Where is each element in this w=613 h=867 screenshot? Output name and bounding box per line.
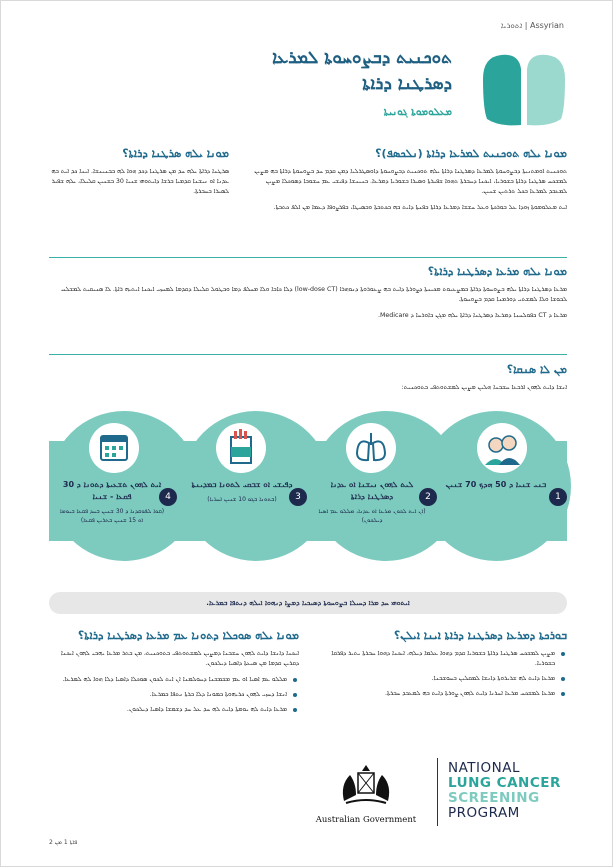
section-eligibility — [49, 363, 567, 399]
logo-line-lung-cancer: LUNG CANCER — [448, 775, 561, 791]
list-item: ܐܢܫܐ ܕܚܙܝ ܠܗܘܢ ܟܪܝܗܘܬܐ ܒܡܘܢܐ ܕܠܐ ܒܪܬܐ ܢܬܦܐ ܒܡܪܥܐ. — [49, 690, 287, 700]
footer-divider — [437, 758, 438, 826]
criteria-item — [317, 479, 427, 525]
lungs-icon — [479, 49, 569, 129]
list-item: ܡܠܠܘ ܥܡ ܐܣܝܐ ܐܘ ܥܡ ܡܫܡܫܢܐ ܕܚܘܠܡܢܐ ܐܢ ܐܝܬ ܠܟܘܢ ܣܘܟܠܐ ܕܐܣܝܐ ܕܠܐ ܗܘܐ ܠܗ ܠܡܪܥܐ. — [49, 675, 287, 685]
divider — [49, 257, 567, 258]
title-line-1: ܬܘܟܢܝܬ ܕܒܨܘܚܘܬܐ ܠܡܪܥܐ — [272, 48, 452, 68]
page-title — [112, 45, 452, 97]
criteria-main: ܒܢܝ ܫܢܝܐ ܕ 50 ܗܕܟ 70 ܫܢܝܢ — [445, 480, 547, 489]
section-heading: ܒܘܪܟܬܐ ܕܡܪܥܐ ܕܣܪܛܢܐ ܕܪܐܬܐ ܐܝܢܐ ܐܝܠܢ؟ — [393, 629, 567, 642]
criteria-number: 4 — [159, 488, 177, 506]
criteria-main: ܕܦܝܫܝ ܐܘ ܫܒܩܝ ܠܬܘܢܐ ܒܡܕܝܢܬܐ — [191, 480, 293, 489]
list-item: ܡܪܥܐ ܠܡܫܟܚ ܡܪܥܐ ܐܚܪܢܐ ܕܐܝܬ ܠܗܘܢ ܨܘܪܬܐ ܕܐܝܬ ܒܗ ܠܡܥܒܕ ܚܒܪܬܐ. — [317, 689, 555, 699]
section-body: ܐܝܬ ܡܥܠܘܡܘܬܐ ܙܘܕܐ ܥܠ ܒܘܪܟܬܐ ܘܥܠ ܚܫܫܐ ܕܡܪܥܐ ܕܪܐܬܐ ܒܦܢܬܐ ܕܐܝܬ ܒܗ ܒܟܬܒܬܐ ܘܒܣܝܛܐ، ܒܦܪܨܘܦܐ ܕܥܡܐ ܡܢ ܐܠܦ ܟܬܒܬܐ. — [273, 204, 567, 211]
section-intro: ܐܢܫܐ ܕܐܝܬ ܠܗܘܢ ܐܪܒܥܐ ܚܫܒܢܐ ܗܠܝܢ ܡܨܝܢ ܠܡܫܬܘܬܦܝ ܒܬܘܟܢܝܬ: — [401, 384, 567, 391]
section-what-is-screening — [49, 265, 567, 327]
divider — [49, 354, 567, 355]
people-icon — [477, 423, 527, 473]
cigarette-pack-icon — [216, 423, 266, 473]
criteria-number: 2 — [419, 488, 437, 506]
criteria-note: (ܩܘܐ ܠܦܘܩܕܢܐ ܕ 30 ܫܢܝܢ ܒܚܕ ܦܩܥܐ ܒܝܘܡܐ ܐܘ 15 ܫܢܝܢ ܒܬܪܝܢ ܦܩܥܐ) — [59, 508, 165, 524]
page-number: ܦܐܬܐ 1 ܡܢ 2 — [49, 839, 78, 846]
section-heading: ܡܘܢܐ ܝܠܗ ܣܪܛܢܐ ܕܪܐܬܐ؟ — [122, 147, 229, 160]
criteria-item — [57, 479, 167, 525]
title-line-2: ܕܣܪܛܢܐ ܕܪܐܬܐ — [362, 74, 452, 94]
criteria-number: 1 — [549, 488, 567, 506]
section-body: ܣܪܛܢܐ ܕܪܐܬܐ ܝܠܗ ܚܕ ܡܢ ܣܪܛܢܐ ܕܟܕ ܗܘܐ ܠܗ ܒܒܢܝܢܫܐ. ܐܝܢܐ ܟܕ ܐܝܬ ܒܗ ܥܕܢܐ ܐܘ ܢܝܫܢܐ ܩܕܡܝܐ ܒܪܫܐ ܕܐܝܬܘܗܝ ܫܢܝܐ 30 ܒܫܢܝܢ ܩܠܝܠܐ، ܝܠܗ ܫܦܝܪ ܠܣܝܪܐ ܒܚܒܪܬܐ. — [51, 168, 229, 195]
section-body: ܬܘܟܢܝܬ ܐܘܡܬܢܝܬܐ ܕܒܨܘܚܘܬܐ ܠܡܪܥܐ ܕܣܪܛܢܐ ܕܪܐܬܐ ܝܠܗ ܬܘܟܢܝܬ ܕܒܨܘܚܘܬܐ ܕܐܘܣܛܪܠܝܐ ܕܡܢ ܩܕܡ ܚܕ ܒܨܘܚܘܬܐ ܕܪܐܬܐ ܒܗ ܡܨܝܢ ܠܡܫܟܚ ܣܪܛܢܐ ܕܪܐܬܐ ܒܫܘܪܝܐ، ܐܝܟܢܐ ܕܚܒܪܬܐ ܬܗܘܐ ܫܦܝܪܬܐ ܘܣܝܪܐ ܒܫܘܪܝܐ ܕܡܪܥܐ. ܒܢܝܢܫܐ ܕܦܝܫܝ ܥܡ ܚܫܘܒܐ ܕܣܘܟܠܐ ܡܨܝܢ ܠܡܥܒܕ ܠܡܪܥܐ ܒܟܠ ܬܪܬܝܢ ܫܢܝܢ. — [254, 168, 567, 195]
coat-of-arms-icon — [336, 761, 396, 807]
section-program — [247, 147, 567, 219]
list-item: ܡܪܥܐ ܕܐܝܬ ܠܗ ܝܘܡܬܐ ܕܐܝܬ ܠܗ ܚܕ ܥܠ ܚܕ ܕܫܡܫܐ ܕܐܣܝܐ ܕܝܠܟܘܢ. — [49, 705, 287, 715]
page-subtitle: ܡܥܠܘܡܘܬܐ ܓܘܢܝܬܐ — [383, 107, 452, 118]
government-name: Australian Government — [315, 815, 417, 825]
section-heading: ܡܘܢܐ ܝܠܗ ܣܘܟܠܐ ܕܬܘܢܐ ܥܡ ܡܪܥܐ ܕܣܪܛܢܐ ܕܪܐܬܐ؟ — [77, 629, 299, 642]
criteria-item — [441, 479, 551, 491]
criteria-number: 3 — [289, 488, 307, 506]
nlcsp-logo — [448, 761, 561, 821]
criteria-note: (ܒܬܘܢܐ ܒܓܘ 10 ܫܢܝܢ ܐܚܪܝܐ) — [207, 496, 277, 503]
logo-line-national: NATIONAL — [448, 760, 520, 776]
logo-line-screening: SCREENING — [448, 790, 540, 806]
language-label: Assyrian | ܐܬܘܪܝܐ — [500, 21, 564, 30]
section-what-is — [49, 147, 229, 203]
lungs-icon — [346, 423, 396, 473]
list-item: ܡܪܥܐ ܕܐܝܬ ܠܗ ܫܪܝܪܘܬܐ ܕܐܢܫܐ ܠܡܩܠܝܢ ܒܚܘܫܒܢܐ. — [317, 674, 555, 684]
calendar-icon — [89, 423, 139, 473]
section-benefits — [317, 629, 567, 704]
criteria-main: ܠܝܬ ܠܗܘܢ ܢܝܫܢܐ ܐܘ ܥܕܢܐ ܕܣܪܛܢܐ ܕܪܐܬܐ — [330, 480, 414, 501]
bullet-list — [317, 649, 567, 699]
australian-government-logo — [311, 761, 421, 825]
logo-line-program: PROGRAM — [448, 805, 520, 821]
section-body: ܡܪܥܐ ܕܣܪܛܢܐ ܕܪܐܬܐ ܝܠܗ ܒܨܘܚܘܬܐ ܕܪܐܬܐ ܒܡܨܥܝܘܬ ܡܟܝܢܬܐ ܕܨܘܪܬܐ ܕܐܝܬ ܒܗ ܨܥܘܪܘܬܐ ܕܢܘܗܪܐ (low-dose CT) ܕܠܐ ܟܐܒܐ ܘܠܐ ܡܚܠܦ ܕܡܐ ܘܒܛܘܠ ܩܠܝܠܐ ܕܩܕܡܐ ܠܡܚܙܝ ܐܝܟܢܐ ܐܝܬܝܗ ܪܐܬܐ. ܠܐ ܣܢܝܩܝܬ ܠܡܫܠܚ ܠܒܘܫܐ ܘܠܐ ܠܡܫܬܝ ܕܘܪܡܢܐ ܩܕܡ ܒܨܘܚܘܬܐ. — [60, 286, 567, 303]
section-heading: ܡܘܢܐ ܝܠܗ ܬܘܟܢܝܬ ܠܡܪܥܐ ܕܪܐܬܐ (ܢܠܟܣܦ)؟ — [375, 147, 567, 160]
bullet-list — [49, 675, 299, 715]
criteria-main: ܐܝܬ ܠܗܘܢ ܬܫܥܝܬܐ ܕܬܘܢܐ ܕ 30 ܦܩܥܐ - ܫܢܝܐ — [62, 480, 162, 501]
eligibility-note-band: ܐܝܬܘܗܝ ܚܕ ܡܪܐ ܕܚܝܠܐ ܒܨܘܚܘܬܐ ܕܣܝܟܝܐ ܕܡܨܐ ܕܢܗܘܐ ܐܝܠܗ ܕܢܬܦܐ ܒܡܪܥܐ. — [49, 592, 567, 614]
criteria-note: (ܐܢ ܐܝܬ ܠܟܘܢ ܡܪܥܐ ܐܘ ܥܕܢܐ، ܡܠܠܘ ܥܡ ܐܣܝܐ ܕܝܠܟܘܢ) — [318, 508, 426, 524]
section-body: ܐܝܟܢܐ ܕܐܢܫܐ ܕܐܝܬ ܠܗܘܢ ܚܫܒܢܐ ܕܡܨܝܢ ܠܡܫܬܘܬܦܝ ܒܬܘܟܢܝܬ، ܡܢ ܒܬܪ ܡܪܥܐ ܝܗܒܝ ܠܗܘܢ ܐܝܟܢܐ ܕܩܪܝܢ ܩܕܡܐ ܡܢ ܣܝܥܬܐ ܕܐܣܝܐ ܕܝܠܟܘܢ. — [60, 650, 299, 667]
section-heading: ܡܘܢܐ ܝܠܗ ܡܪܥܐ ܕܣܪܛܢܐ ܕܪܐܬܐ؟ — [427, 265, 567, 278]
criteria-item — [187, 479, 297, 504]
list-item: ܡܨܝܢ ܠܡܫܟܚ ܣܪܛܢܐ ܕܪܐܬܐ ܒܫܘܪܝܐ ܩܕܡ ܕܗܘܐ ܥܠܡܐ ܕܝܠܗ، ܐܝܟܢܐ ܕܗܘܐ ܚܒܪܬܐ ܝܬܝܪ ܕܦܪܩܐ ܒܫܘܪܝܐ. — [317, 649, 555, 669]
section-body: ܡܪܥܐ ܕ CT ܒܦܘܠܚܢܐ ܕܡܪܥܐ ܕܣܪܛܢܐ ܕܪܐܬܐ ܝܠܗ ܡܓܢ ܒܐܘܪܚܐ ܕ Medicare. — [377, 312, 567, 319]
section-how-to-join — [49, 629, 299, 720]
section-heading: ܡܢ ܠܐ ܣܢܩܐ؟ — [506, 363, 567, 376]
